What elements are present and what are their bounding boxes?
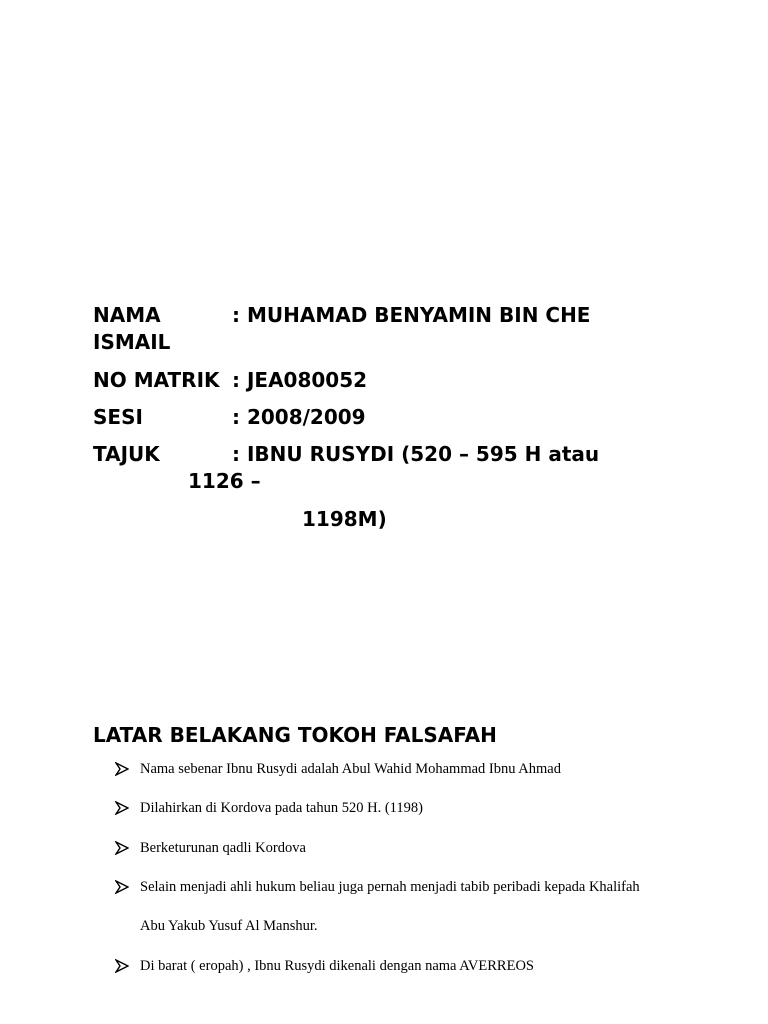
section-title: LATAR BELAKANG TOKOH FALSAFAH (93, 723, 497, 747)
list-item: Berketurunan qadli Kordova (140, 840, 306, 856)
sesi-label: SESI (93, 405, 143, 429)
tajuk-label: TAJUK (93, 442, 160, 466)
nama-value: : MUHAMAD BENYAMIN BIN CHE (232, 303, 591, 327)
arrow-bullet-icon (115, 959, 129, 973)
arrow-bullet-icon (115, 801, 129, 815)
arrow-bullet-icon (115, 880, 129, 894)
list-item: Dilahirkan di Kordova pada tahun 520 H. (1198) (140, 800, 423, 816)
list-item: Nama sebenar Ibnu Rusydi adalah Abul Wahid Mohammad Ibnu Ahmad (140, 761, 561, 777)
tajuk-value-continuation-2: 1198M) (302, 507, 387, 531)
arrow-bullet-icon (115, 762, 129, 776)
tajuk-value-continuation: 1126 – (188, 469, 261, 493)
nama-label: NAMA (93, 303, 161, 327)
nama-value-continuation: ISMAIL (93, 330, 171, 354)
sesi-value: : 2008/2009 (232, 405, 366, 429)
matrik-label: NO MATRIK (93, 368, 220, 392)
matrik-value: : JEA080052 (232, 368, 368, 392)
list-item: Selain menjadi ahli hukum beliau juga pernah menjadi tabib peribadi kepada Khalifah (140, 879, 640, 895)
arrow-bullet-icon (115, 841, 129, 855)
tajuk-value: : IBNU RUSYDI (520 – 595 H atau (232, 442, 600, 466)
list-item: Di barat ( eropah) , Ibnu Rusydi dikenali dengan nama AVERREOS (140, 958, 534, 974)
list-item-continuation: Abu Yakub Yusuf Al Manshur. (140, 918, 318, 934)
